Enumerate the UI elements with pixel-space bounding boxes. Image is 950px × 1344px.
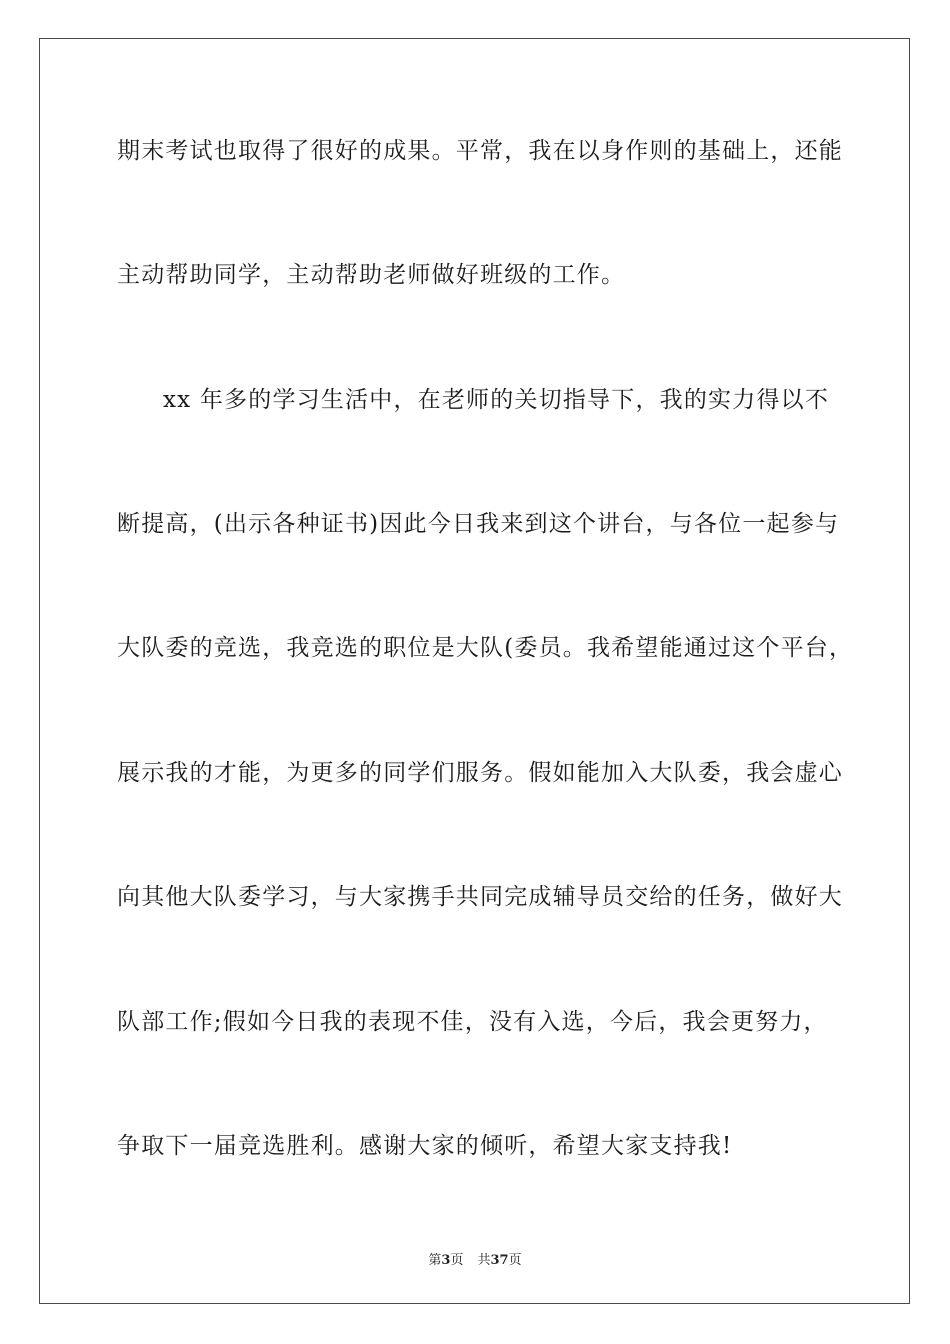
text-line-2: 主动帮助同学，主动帮助老师做好班级的工作。 xyxy=(117,262,626,288)
total-prefix: 共 xyxy=(477,1253,491,1268)
text-line-5: 大队委的竞选，我竞选的职位是大队(委员。我希望能通过这个平台， xyxy=(117,635,854,661)
page-suffix: 页 xyxy=(450,1253,464,1268)
text-line-8: 队部工作;假如今日我的表现不佳，没有入选，今后，我会更努力， xyxy=(117,1009,828,1035)
page-prefix: 第 xyxy=(428,1253,442,1268)
text-line-6: 展示我的才能，为更多的同学们服务。假如能加入大队委，我会虚心 xyxy=(117,760,843,786)
text-line-3: xx 年多的学习生活中，在老师的关切指导下，我的实力得以不 xyxy=(163,387,830,413)
text-line-7: 向其他大队委学习，与大家携手共同完成辅导员交给的任务，做好大 xyxy=(117,884,843,910)
text-line-9: 争取下一届竞选胜利。感谢大家的倾听，希望大家支持我! xyxy=(117,1133,733,1159)
total-page-count: 37 xyxy=(490,1253,509,1268)
page-border xyxy=(39,38,910,1304)
current-page-number: 3 xyxy=(441,1253,451,1268)
text-line-1: 期末考试也取得了很好的成果。平常，我在以身作则的基础上，还能 xyxy=(117,138,843,164)
page-footer xyxy=(0,1249,950,1268)
total-suffix: 页 xyxy=(508,1253,522,1268)
text-line-4: 断提高，(出示各种证书)因此今日我来到这个讲台，与各位一起参与 xyxy=(117,511,840,537)
